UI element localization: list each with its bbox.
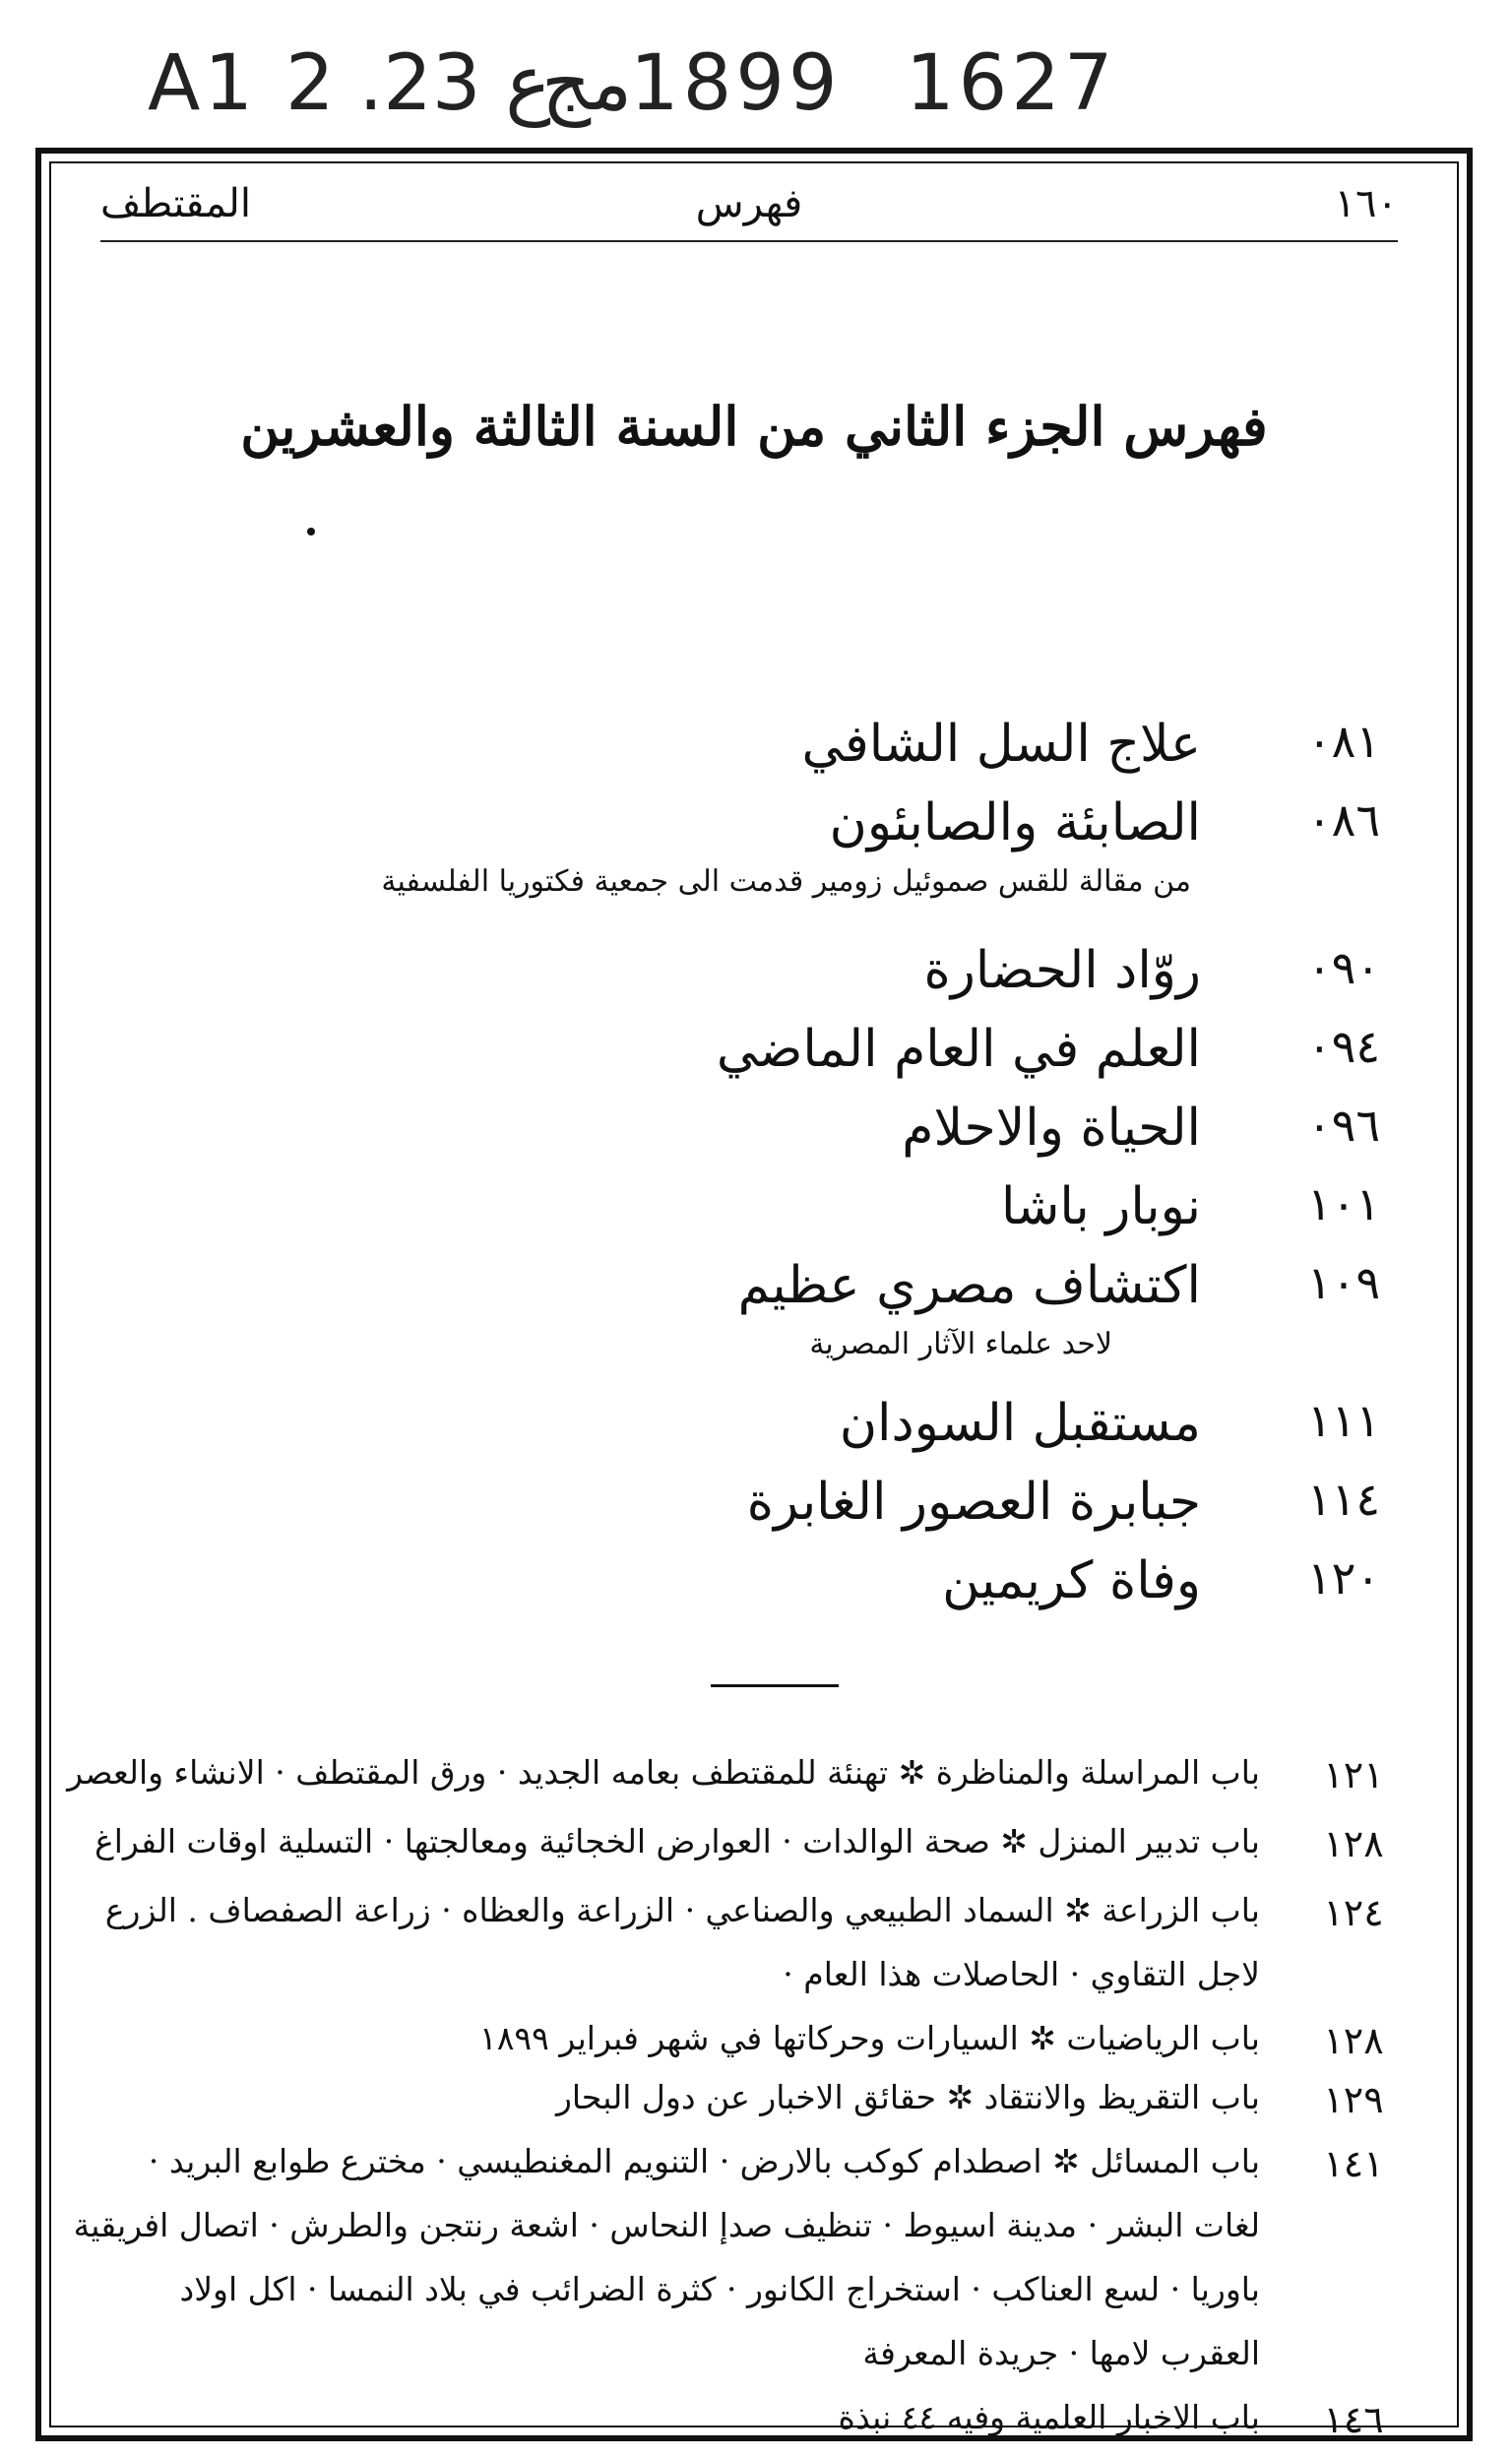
article-title: اكتشاف مصري عظيم bbox=[737, 1256, 1201, 1315]
article-subtitle: من مقالة للقس صموئيل زومير قدمت الى جمعية فكتوريا الفلسفية bbox=[381, 864, 1191, 899]
section-text: باب الزراعة ✲ السماد الطبيعي والصناعي · الزراعة والعظاه · زراعة الصفصاف . الزرع bbox=[104, 1891, 1260, 1929]
section-page: ١٢٤ bbox=[1323, 1891, 1384, 1934]
list-item bbox=[423, 1177, 1408, 1256]
article-title: الحياة والاحلام bbox=[902, 1099, 1201, 1158]
section-page: ١٢١ bbox=[1323, 1753, 1384, 1796]
page-frame bbox=[35, 148, 1473, 2441]
handwritten-catalog-note bbox=[148, 39, 1447, 148]
article-page: ٠٨١ bbox=[1306, 715, 1381, 768]
article-title: روّاد الحضارة bbox=[923, 941, 1201, 1000]
handnote-part-2: 2 .ع 23 bbox=[285, 39, 551, 128]
page-number: ١٦٠ bbox=[1334, 181, 1398, 226]
handnote-part-3: مج bbox=[541, 39, 633, 128]
article-page: ٠٨٦ bbox=[1306, 793, 1381, 847]
section-page: ١٢٩ bbox=[1323, 2078, 1384, 2121]
article-page: ١٠٩ bbox=[1306, 1256, 1381, 1309]
list-item bbox=[423, 715, 1408, 793]
section-text: لاجل التقاوي · الحاصلات هذا العام · bbox=[783, 1955, 1260, 1993]
article-page: ١١٤ bbox=[1306, 1473, 1381, 1526]
section-text: باب الاخبار العلمية وفيه ٤٤ نبذة bbox=[838, 2398, 1260, 2436]
section-text: لغات البشر · مدينة اسيوط · تنظيف صدإ النحاس · اشعة رنتجن والطرش · اتصال افريقية bbox=[73, 2206, 1260, 2244]
section-text: باب المسائل ✲ اصطدام كوكب بالارض · التنويم المغنطيسي · مخترع طوابع البريد · bbox=[148, 2142, 1260, 2180]
list-item bbox=[423, 1394, 1408, 1473]
section-text: العقرب لامها · جريدة المعرفة bbox=[862, 2334, 1260, 2372]
article-title: علاج السل الشافي bbox=[801, 715, 1201, 774]
handnote-part-1: A1 bbox=[148, 39, 257, 128]
handnote-part-4: 1899 bbox=[630, 39, 842, 128]
section-page: ١٢٨ bbox=[1323, 1822, 1384, 1865]
section-page: ١٢٨ bbox=[1323, 2019, 1384, 2062]
ink-dot bbox=[307, 528, 315, 536]
section-page: ١٤٦ bbox=[1323, 2398, 1384, 2441]
article-title: الصابئة والصابئون bbox=[829, 793, 1201, 852]
handnote-part-5: 1627 bbox=[906, 39, 1117, 128]
article-page: ٠٩٦ bbox=[1306, 1099, 1381, 1152]
list-item bbox=[423, 1099, 1408, 1177]
section-text: باب تدبير المنزل ✲ صحة الوالدات · العوارض الخجائية ومعالجتها · التسلية اوقات الفراغ bbox=[94, 1822, 1260, 1860]
list-item bbox=[423, 1256, 1408, 1361]
section-page: ١٤١ bbox=[1323, 2142, 1384, 2185]
article-title: نوبار باشا bbox=[1000, 1177, 1201, 1236]
journal-name: المقتطف bbox=[100, 181, 251, 226]
list-item bbox=[423, 1020, 1408, 1099]
article-page: ١٠١ bbox=[1306, 1177, 1381, 1230]
article-title: جبابرة العصور الغابرة bbox=[746, 1473, 1201, 1532]
article-page: ٠٩٠ bbox=[1306, 941, 1381, 994]
list-item bbox=[423, 1473, 1408, 1551]
article-title: وفاة كريمين bbox=[942, 1551, 1201, 1610]
article-page: ١١١ bbox=[1306, 1394, 1381, 1447]
list-item bbox=[423, 1551, 1408, 1630]
article-title: مستقبل السودان bbox=[839, 1394, 1201, 1453]
article-subtitle: لاحد علماء الآثار المصرية bbox=[809, 1327, 1112, 1361]
section-text: باوريا · لسع العناكب · استخراج الكانور · كثرة الضرائب في بلاد النمسا · اكل اولاد bbox=[179, 2270, 1260, 2308]
running-head bbox=[100, 181, 1398, 242]
section-text: باب التقريظ والانتقاد ✲ حقائق الاخبار عن دول البحار bbox=[555, 2078, 1260, 2116]
section-text: باب الرياضيات ✲ السيارات وحركاتها في شهر فبراير ١٨٩٩ bbox=[478, 2019, 1260, 2057]
list-item bbox=[381, 793, 1408, 899]
section-text: باب المراسلة والمناظرة ✲ تهنئة للمقتطف بعامه الجديد · ورق المقتطف · الانشاء والعصر bbox=[67, 1753, 1260, 1792]
list-item bbox=[423, 941, 1408, 1020]
article-title: العلم في العام الماضي bbox=[716, 1020, 1201, 1079]
article-page: ١٢٠ bbox=[1306, 1551, 1381, 1605]
article-page: ٠٩٤ bbox=[1306, 1020, 1381, 1073]
section-divider bbox=[711, 1684, 839, 1687]
section-name: فهرس bbox=[695, 181, 803, 226]
index-title: فهرس الجزء الثاني من السنة الثالثة والعشرين bbox=[240, 395, 1268, 458]
